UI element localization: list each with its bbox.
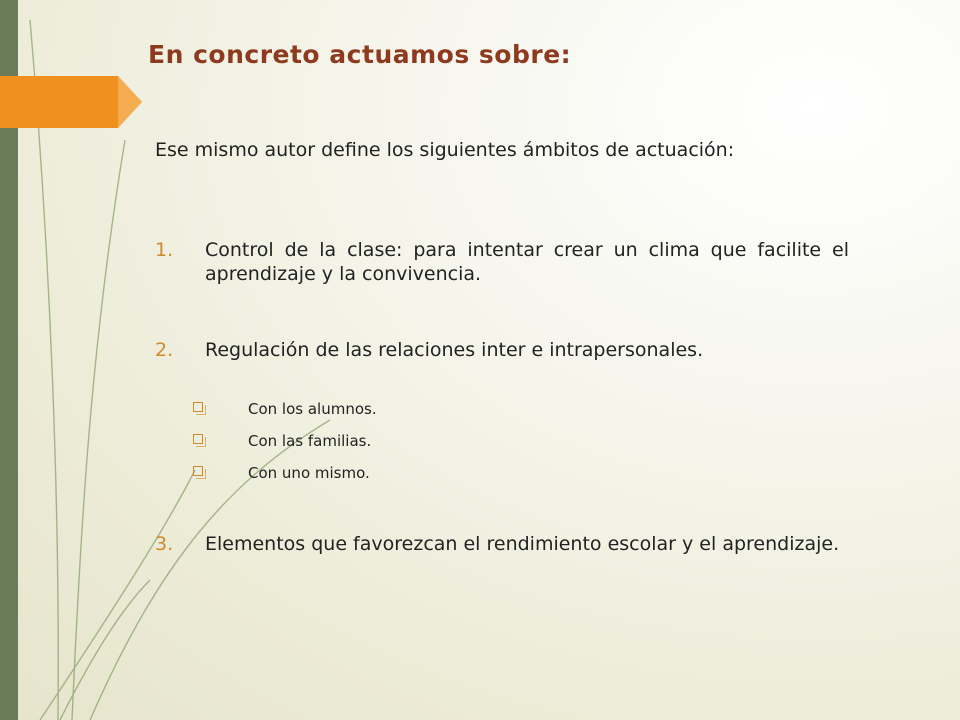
sub-list-item-text: Con los alumnos. (248, 400, 377, 418)
checkbox-icon (193, 434, 203, 444)
list-number: 2. (155, 339, 174, 361)
sub-list-item (193, 431, 371, 451)
list-item-text: Elementos que favorezcan el rendimiento escolar y el aprendizaje. (205, 533, 840, 555)
list-item-text: Control de la clase: para intentar crear un clima que facilite el aprendizaje y la convivencia. (205, 239, 849, 285)
checkbox-icon (193, 466, 203, 476)
list-number: 3. (155, 533, 174, 555)
list-item (155, 532, 849, 556)
list-item (155, 338, 849, 362)
sub-list-item (193, 463, 370, 483)
intro-paragraph: Ese mismo autor define los siguientes ámbitos de actuación: (155, 139, 735, 161)
sub-list-item (193, 399, 377, 419)
list-item (155, 238, 849, 286)
sub-list-item-text: Con uno mismo. (248, 464, 370, 482)
checkbox-icon (193, 402, 203, 412)
sub-list-item-text: Con las familias. (248, 432, 372, 450)
orange-accent-tab (0, 76, 142, 128)
slide-title: En concreto actuamos sobre: (148, 40, 572, 69)
list-number: 1. (155, 239, 174, 261)
list-item-text: Regulación de las relaciones inter e intrapersonales. (205, 339, 704, 361)
